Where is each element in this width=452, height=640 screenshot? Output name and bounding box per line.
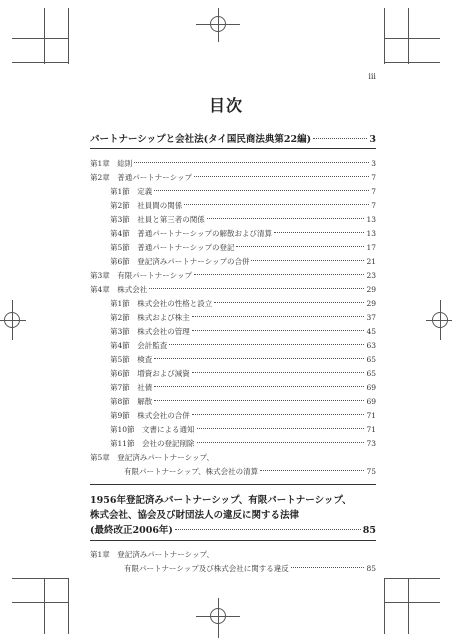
toc-section[interactable] [110, 228, 376, 239]
crop-line [12, 602, 68, 603]
crop-line [218, 8, 219, 42]
toc-entry-label: 第4節 会計監査 [110, 341, 168, 350]
toc-page-number: 69 [366, 397, 376, 406]
toc-page-number: 17 [366, 243, 376, 252]
leader-dots [154, 190, 369, 191]
toc-section[interactable] [110, 214, 376, 225]
crop-line [384, 38, 440, 39]
toc-entry-label: 有限パートナーシップ及び株式会社に関する違反 [124, 564, 289, 573]
toc-section[interactable] [110, 382, 376, 393]
leader-dots [149, 288, 364, 289]
toc-page-number: 7 [371, 201, 376, 210]
toc-section[interactable] [110, 200, 376, 211]
toc-entry-label: 第3節 株式会社の管理 [110, 327, 190, 336]
leader-dots [192, 414, 365, 415]
toc-section[interactable] [110, 354, 376, 365]
toc-page-number: 29 [366, 285, 376, 294]
leader-dots [214, 302, 364, 303]
toc-page-number: 73 [366, 439, 376, 448]
leader-dots [197, 428, 365, 429]
leader-dots [197, 442, 365, 443]
toc-entry-label: 第5節 検査 [110, 355, 153, 364]
toc-section[interactable] [110, 368, 376, 379]
leader-dots [236, 246, 364, 247]
toc-page-number: 29 [366, 299, 376, 308]
toc-chapter[interactable] [90, 158, 376, 169]
toc-page-number: 3 [369, 134, 376, 145]
crop-line [0, 320, 26, 321]
toc-entry-label: 有限パートナーシップ、株式会社の清算 [124, 467, 259, 476]
leader-dots [192, 330, 365, 331]
leader-dots [154, 358, 364, 359]
toc-section[interactable] [110, 326, 376, 337]
toc-page-number: 7 [371, 187, 376, 196]
leader-dots [207, 218, 365, 219]
leader-dots [154, 400, 364, 401]
toc-page-number: 85 [362, 525, 376, 536]
toc-entry-label: 第9節 株式会社の合併 [110, 411, 190, 420]
leader-dots [260, 470, 364, 471]
toc-entry-label: 第4節 普通パートナーシップの解散および清算 [110, 229, 272, 238]
toc-chapter[interactable] [90, 284, 376, 295]
toc-page-number: 23 [366, 271, 376, 280]
section-divider [90, 540, 376, 541]
toc-entry-label: 第2章 普通パートナーシップ [90, 173, 192, 182]
toc-page-number: 45 [366, 327, 376, 336]
leader-dots [194, 176, 369, 177]
toc-section[interactable] [110, 242, 376, 253]
toc-part-line[interactable]: 1956年登記済みパートナーシップ、有限パートナーシップ、 [90, 495, 352, 506]
toc-page-number: 65 [366, 355, 376, 364]
toc-entry-label: 第8節 解散 [110, 397, 153, 406]
toc-chapter[interactable] [90, 270, 376, 281]
toc-chapter[interactable] [90, 172, 376, 183]
crop-line [12, 578, 68, 579]
crop-line [384, 62, 440, 63]
crop-line [68, 8, 69, 64]
toc-chapter-continued[interactable] [124, 466, 376, 477]
toc-entry-label: 第6節 増資および減資 [110, 369, 190, 378]
toc-chapter-line[interactable]: 第1章 登記済みパートナーシップ、 [90, 550, 214, 559]
toc-page-number: 3 [371, 159, 376, 168]
crop-line [384, 578, 385, 634]
crop-line [44, 8, 45, 64]
toc-entry-label: 第2節 社員間の関係 [110, 201, 183, 210]
crop-line [408, 8, 409, 64]
toc-section[interactable] [110, 312, 376, 323]
toc-page-number: 71 [366, 411, 376, 420]
page-number: iii [368, 72, 376, 81]
toc-page-number: 37 [366, 313, 376, 322]
section-divider [90, 484, 376, 485]
page-title: 目次 [208, 96, 243, 115]
toc-entry-label: 第5節 普通パートナーシップの登記 [110, 243, 235, 252]
toc-entry-label: 第6節 登記済みパートナーシップの合併 [110, 257, 250, 266]
toc-part-heading[interactable] [90, 522, 376, 536]
toc-entry-label: 第3章 有限パートナーシップ [90, 271, 192, 280]
section-divider [90, 148, 376, 149]
toc-entry-label: 第3節 社員と第三者の関係 [110, 215, 205, 224]
leader-dots [192, 316, 365, 317]
toc-entry-label: 第1節 株式会社の性格と設立 [110, 299, 213, 308]
leader-dots [154, 386, 364, 387]
leader-dots [313, 138, 367, 139]
crop-line [12, 62, 68, 63]
toc-page-number: 7 [371, 173, 376, 182]
toc-part-heading[interactable] [90, 131, 376, 145]
toc-page-number: 21 [366, 257, 376, 266]
crop-line [12, 38, 68, 39]
toc-page-number: 69 [366, 383, 376, 392]
crop-line [384, 578, 440, 579]
toc-page-number: 75 [366, 467, 376, 476]
toc-entry-label: 第7節 社債 [110, 383, 153, 392]
leader-dots [175, 529, 361, 530]
toc-part-label: パートナーシップと会社法(タイ国民商法典第22編) [90, 134, 312, 145]
crop-line [44, 578, 45, 634]
crop-line [12, 300, 13, 340]
crop-line [426, 320, 452, 321]
leader-dots [169, 344, 364, 345]
crop-line [440, 300, 441, 340]
toc-section[interactable] [110, 298, 376, 309]
toc-part-line[interactable]: 株式会社、協会及び財団法人の違反に関する法律 [90, 510, 300, 521]
toc-section[interactable] [110, 186, 376, 197]
toc-page-number: 13 [366, 215, 376, 224]
toc-chapter-continued[interactable] [124, 563, 376, 574]
toc-section[interactable] [110, 424, 376, 435]
toc-page-number: 85 [366, 564, 376, 573]
toc-page-number: 13 [366, 229, 376, 238]
leader-dots [274, 232, 364, 233]
toc-part-label: (最終改正2006年) [90, 525, 173, 536]
toc-entry-label: 第2節 株式および株主 [110, 313, 190, 322]
toc-section[interactable] [110, 340, 376, 351]
leader-dots [134, 162, 369, 163]
toc-entry-label: 第1節 定義 [110, 187, 153, 196]
crop-line [384, 602, 440, 603]
toc-page-number: 65 [366, 369, 376, 378]
leader-dots [194, 274, 364, 275]
toc-chapter-line[interactable]: 第5章 登記済みパートナーシップ、 [90, 453, 214, 462]
toc-page-number: 71 [366, 425, 376, 434]
toc-entry-label: 第1章 総則 [90, 159, 133, 168]
leader-dots [184, 204, 369, 205]
crop-line [218, 598, 219, 638]
crop-line [408, 578, 409, 634]
toc-entry-label: 第10節 文書による通知 [110, 425, 195, 434]
toc-page-number: 63 [366, 341, 376, 350]
toc-section[interactable] [110, 410, 376, 421]
crop-line [384, 8, 385, 64]
leader-dots [192, 372, 365, 373]
leader-dots [251, 260, 364, 261]
toc-section[interactable] [110, 256, 376, 267]
leader-dots [291, 567, 365, 568]
toc-section[interactable] [110, 396, 376, 407]
toc-entry-label: 第11節 会社の登記削除 [110, 439, 195, 448]
toc-entry-label: 第4章 株式会社 [90, 285, 148, 294]
toc-section[interactable] [110, 438, 376, 449]
crop-line [68, 578, 69, 634]
